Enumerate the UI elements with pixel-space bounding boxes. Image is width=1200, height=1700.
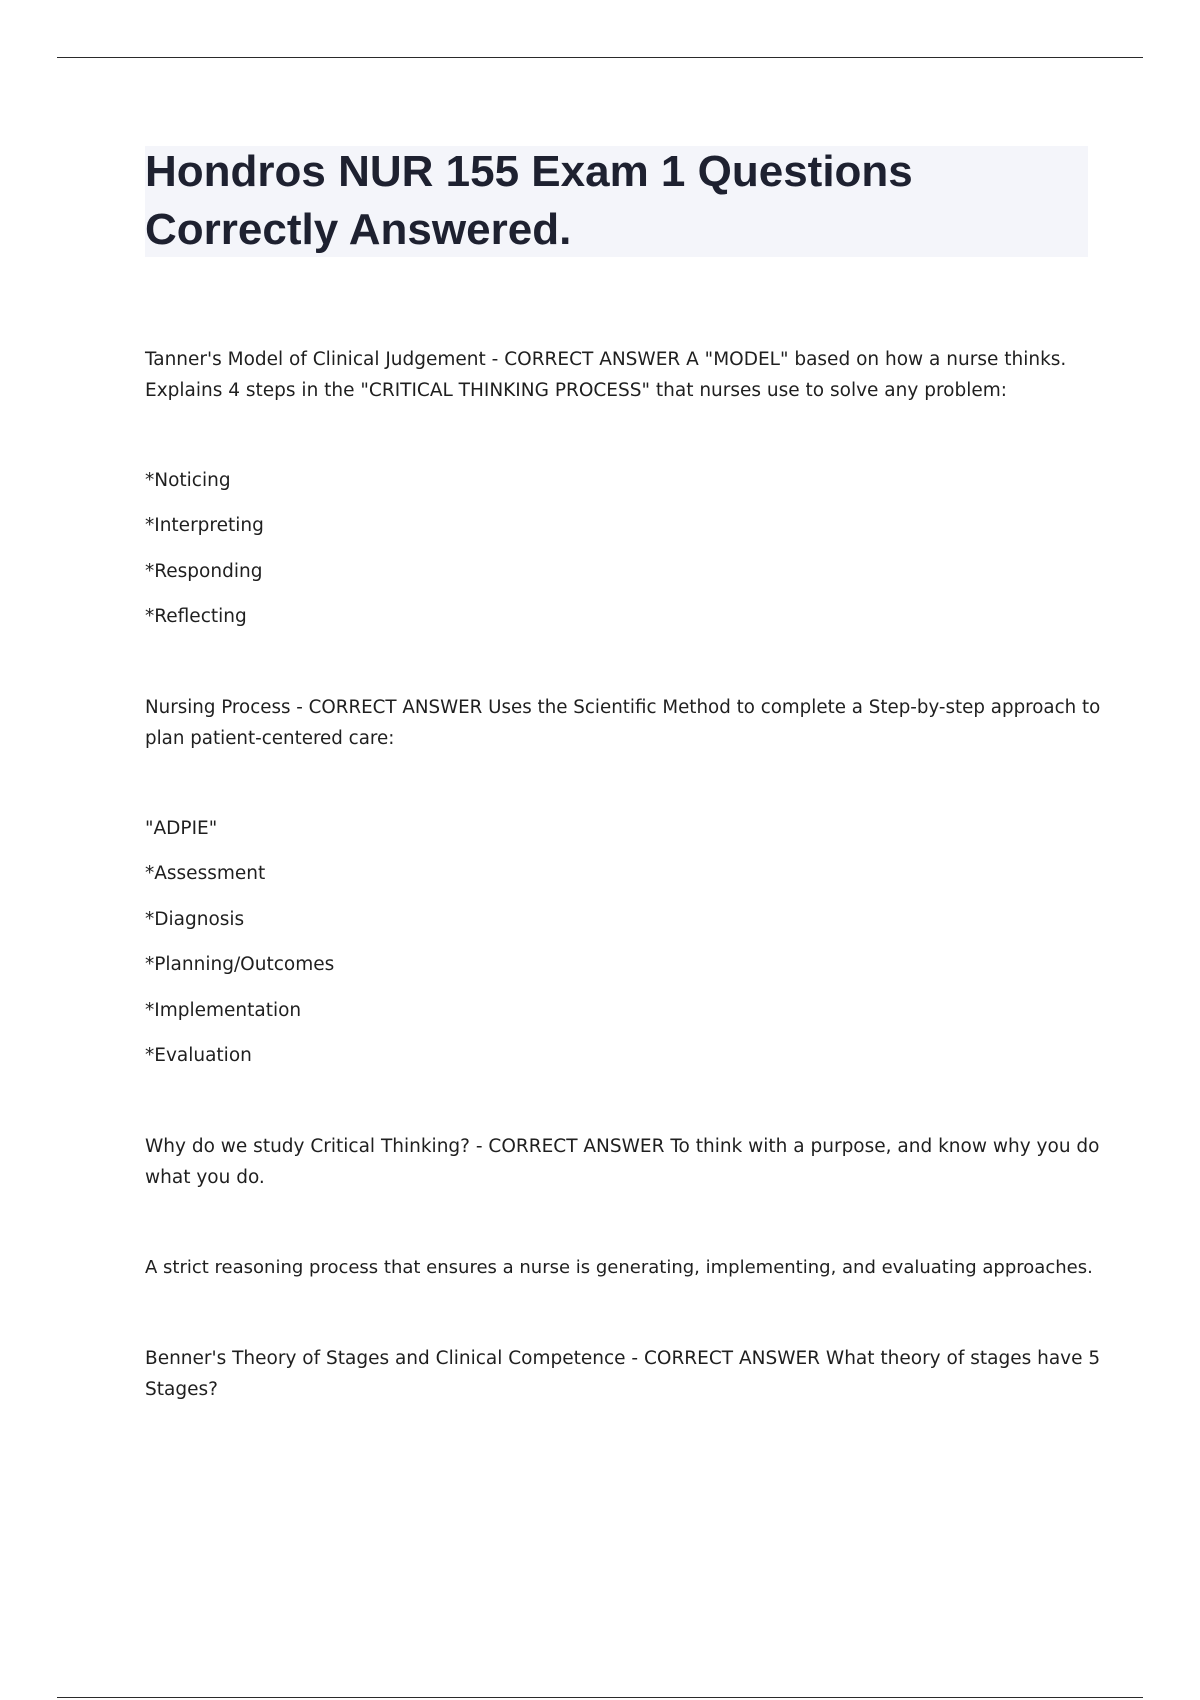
list-item-reflecting <box>145 601 247 632</box>
header-rule <box>57 57 1143 58</box>
list-item-assessment <box>145 858 265 889</box>
title-line-2: Correctly Answered. <box>145 205 572 254</box>
text-line: *Interpreting <box>145 515 264 536</box>
question-nursing-process <box>145 692 1100 754</box>
list-item-diagnosis <box>145 904 244 935</box>
text-line: *Responding <box>145 561 263 582</box>
text-line: Tanner's Model of Clinical Judgement - CORRECT ANSWER A "MODEL" based on how a nurse thinks. <box>145 349 1067 370</box>
question-tanner <box>145 344 1066 406</box>
text-line: *Evaluation <box>145 1045 252 1066</box>
list-item-adpie <box>145 813 217 844</box>
title-block <box>145 146 1088 257</box>
list-item-implementation <box>145 995 301 1026</box>
text-line: what you do. <box>145 1167 265 1188</box>
text-line: "ADPIE" <box>145 818 218 839</box>
text-line: *Reflecting <box>145 606 247 627</box>
list-item-evaluation <box>145 1040 252 1071</box>
text-line: plan patient-centered care: <box>145 728 395 749</box>
text-line: Why do we study Critical Thinking? - CORRECT ANSWER To think with a purpose, and know why you do <box>145 1136 1100 1157</box>
text-line: Nursing Process - CORRECT ANSWER Uses the Scientific Method to complete a Step-by-step approach to <box>145 697 1101 718</box>
page-title <box>145 143 1088 259</box>
text-line: *Planning/Outcomes <box>145 954 335 975</box>
text-line: *Implementation <box>145 1000 302 1021</box>
text-line: Explains 4 steps in the "CRITICAL THINKING PROCESS" that nurses use to solve any problem: <box>145 380 1007 401</box>
text-line: Benner's Theory of Stages and Clinical Competence - CORRECT ANSWER What theory of stages have 5 <box>145 1348 1101 1369</box>
question-benner <box>145 1343 1100 1405</box>
question-critical-thinking <box>145 1131 1099 1193</box>
list-item-interpreting <box>145 510 264 541</box>
text-line: Stages? <box>145 1379 218 1400</box>
text-line: *Diagnosis <box>145 909 245 930</box>
list-item-noticing <box>145 465 231 496</box>
text-line: *Noticing <box>145 470 231 491</box>
list-item-planning <box>145 949 334 980</box>
answer-continuation <box>145 1252 1093 1283</box>
list-item-responding <box>145 556 262 587</box>
footer-rule <box>57 1697 1143 1698</box>
title-line-1: Hondros NUR 155 Exam 1 Questions <box>145 147 913 196</box>
text-line: *Assessment <box>145 863 266 884</box>
text-line: A strict reasoning process that ensures a nurse is generating, implementing, and evaluating approaches. <box>145 1257 1093 1278</box>
